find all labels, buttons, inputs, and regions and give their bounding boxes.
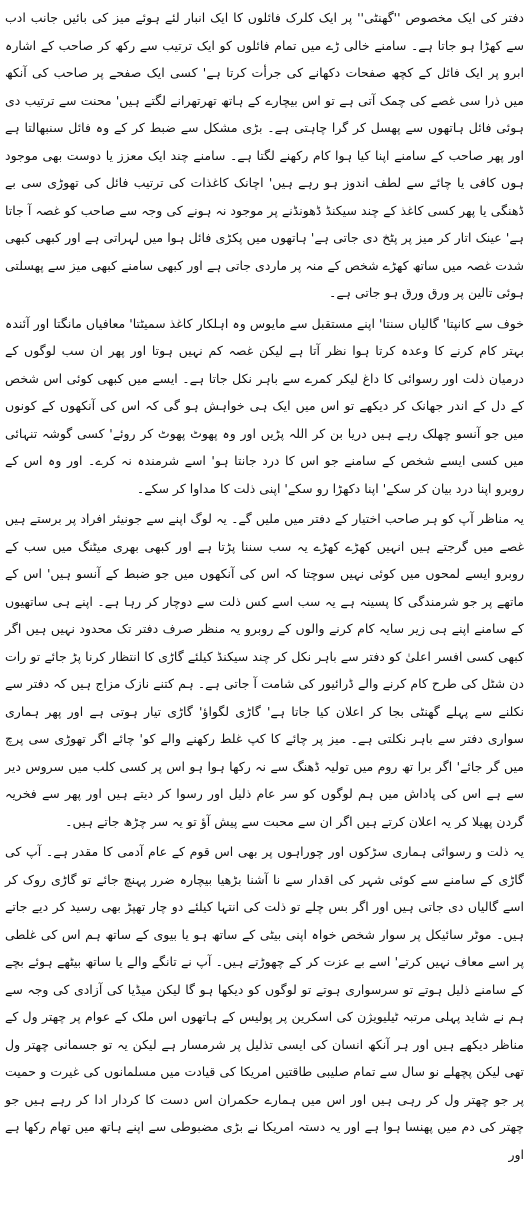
paragraph-4: یہ ذلت و رسوائی ہماری سڑکوں اور چوراہوں پر بھی اس قوم کے عام آدمی کا مقدر ہے۔ آپ کی گاڑی کے سامنے سے کوئی شہر کی اقدار سے نا آشنا بڑھیا بیچارہ ضرر پہنچ جائے تو گاڑی روک کر اسے گالیاں دی جاتی ہیں اور اگر بس چلے تو ذلت کی انتہا کیلئے دو چار تھپڑ بھی رسید کر دیے جاتے ہیں۔ موٹر سائیکل پر سوار شخص خواہ اپنی بیٹی کے ساتھ ہو یا بیوی کے ساتھ ہم اس کی غلطی پر اسے معاف نہیں کرتے' اسے بے عزت کر کے چھوڑتے ہیں۔ آپ نے تانگے والے یا ساتھ بیٹھے ہوئے بچے کے سامنے ذلیل ہوتے تو سرسواری ہوتے تو لوگوں کو دیکھا ہو گا لیکن میڈیا کی آزادی کی وجہ سے ہم نے شاید پہلی مرتبہ ٹیلیویژن کی اسکرین پر پولیس کے ہاتھوں اس ملک کے عوام پر چھتر ول کے مناظر دیکھے ہیں اور ہر آنکھ انسان کی ایسی تذلیل پر شرمسار ہے لیکن یہ تو جسمانی چھتر ول تھی لیکن پچھلے نو سال سے تمام صلیبی طاقتیں امریکا کی قیادت میں مسلمانوں کی غیرت و حمیت پر جو چھتر ول کر رہی ہیں اور اس میں ہمارے حکمران اس دست کا کردار ادا کر رہے ہیں جو چھتر کی دم میں پھنسا ہوا ہے اور یہ دستہ امریکا نے بڑی مضبوطی سے اپنے ہاتھ میں تھام رکھا ہے اور: [5, 844, 524, 1162]
paragraph-2: خوف سے کانپتا' گالیاں سنتا' اپنے مستقبل سے مایوس وہ اہلکار کاغذ سمیٹتا' معافیاں مانگتا اور آئندہ بہتر کام کرنے کا وعدہ کرتا ہوا نظر آتا ہے لیکن غصہ کم نہیں ہوتا اور پھر ان سب لوگوں کے درمیان ذلت اور رسوائی کا داغ لیکر کمرے سے باہر نکل جاتا ہے۔ ایسے میں کبھی کوئی اس شخص کے دل کے اندر جھانک کر دیکھے تو اس میں ایک ہی خواہش ہو گی کہ اس کی آنکھوں کے کونوں میں جو آنسو چھلک رہے ہیں دریا بن کر اللہ پڑیں اور وہ پھوٹ پھوٹ کر روئے' کسی گوشہ تنہائی میں کسی ایسے شخص کے سامنے جو اس کا درد جانتا ہو' اسے شرمندہ نہ کرے۔ اور وہ اس کے روبرو اپنا درد بیان کر سکے' اپنا دکھڑا رو سکے' اپنی ذلت کا مداوا کر سکے۔: [5, 315, 524, 496]
paragraph-1: دفتر کی ایک مخصوص ''گھنٹی'' پر ایک کلرک فائلوں کا ایک انبار لئے ہوئے میز کی بائیں جانب ادب سے کھڑا ہو جاتا ہے۔ سامنے خالی ڑے میں تمام فائلوں کو ایک ترتیب سے رکھ کر صاحب کے اشارہ ابرو پر ایک فائل کے کچھ صفحات دکھانے کی جرأت کرتا ہے' کسی ایک صفحے پر صاحب کی آنکھ میں ذرا سی غصے کی چمک آتی ہے تو اس بیچارے کے ہاتھ تھرتھرانے لگتے ہیں' محنت سے ترتیب دی ہوئی فائل ہاتھوں سے پھسل کر گرا چاہتی ہے۔ بڑی مشکل سے ضبط کر کے وہ فائل سنبھالتا ہے اور پھر صاحب کے سامنے اپنا کیا ہوا کام رکھنے لگتا ہے۔ سامنے چند ایک معزز یا دوست بھی موجود ہوں کافی یا چائے سے لطف اندوز ہو رہے ہیں' اچانک کاغذات کی ترتیب فائل کی تھوڑی سی بے ڈھنگی یا پھر کسی کاغذ کے چند سیکنڈ ڈھونڈنے پر موجود نہ ہونے کی وجہ سے صاحب کو غصہ آ جاتا ہے' عینک اتار کر میز پر پٹخ دی جاتی ہے' ہاتھوں میں پکڑی فائل ہوا میں لہراتی ہے اور کبھی کبھی شدت غصہ میں ساتھ کھڑے شخص کے منہ پر ماردی جاتی ہے اور کبھی سامنے کبھی میز سے پھسلتی ہوئی تالین پر ورق ورق ہو جاتی ہے۔: [5, 10, 524, 300]
paragraph-3: یہ مناظر آپ کو ہر صاحب اختیار کے دفتر میں ملیں گے۔ یہ لوگ اپنے سے جونیئر افراد پر برستے ہیں غصے میں گرجتے ہیں انہیں کھڑے کھڑے یہ سب سننا پڑتا ہے اور کبھی بھری میٹنگ میں سب کے روبرو ایسے لمحوں میں کوئی نہیں سوچتا کہ اس کی آنکھوں میں جو ضبط کے آنسو ہیں' اس کے ماتھے پر جو شرمندگی کا پسینہ ہے یہ سب اسے کس ذلت سے دوچار کر رہا ہے۔ اپنے ہی ساتھیوں کے سامنے اپنے ہی زیر سایہ کام کرنے والوں کے روبرو یہ منظر صرف دفتر تک محدود نہیں ہیں اگر کبھی کسی افسر اعلیٰ کو دفتر سے باہر نکل کر چند سیکنڈ کیلئے گاڑی کا انتظار کرنا پڑ جائے تو رات دن شٹل کی طرح کام کرنے والے ڈرائیور کی شامت آ جاتی ہے۔ ہم کتنے نازک مزاج ہیں کہ دفتر سے نکلنے سے پہلے گھنٹی بجا کر اعلان کیا جاتا ہے' گاڑی لگواؤ' گاڑی تیار ہوتی ہے اور پھر ہماری سواری دفتر سے باہر نکلتی ہے۔ میز پر چائے کا کپ غلط رکھنے والے کو' چائے اگر تھوڑی سی پرچ میں گر جائے' اگر برا تھ روم میں تولیہ ڈھنگ سے نہ رکھا ہوا ہو اس پر کسی کلب میں سروس دیر سے ہے اس کی پاداش میں ہم لوگوں کو سر عام ذلیل اور رسوا کر دیتے ہیں اور پھر سے فخریہ گردن پھیلا کر یہ اعلان کرتے ہیں اگر ان سے محبت سے پیش آؤ تو یہ سر چڑھ جاتے ہیں۔: [5, 511, 524, 829]
